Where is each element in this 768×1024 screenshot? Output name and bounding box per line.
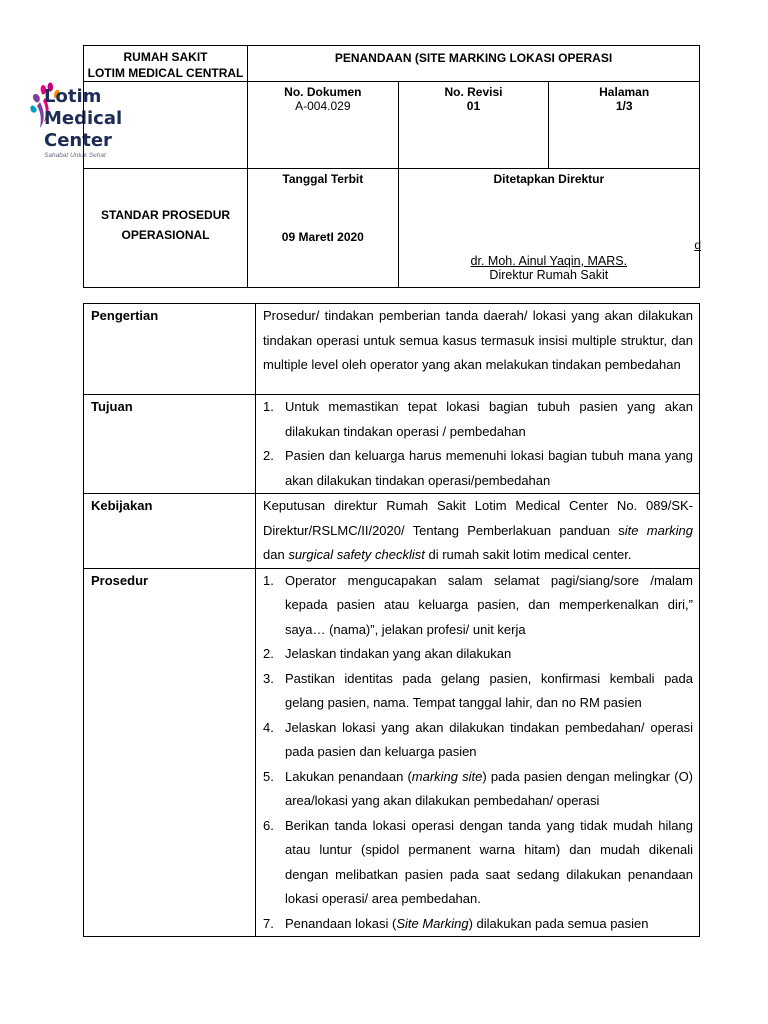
issue-date-cell: Tanggal Terbit 09 MaretI 2020 (248, 169, 399, 288)
list-item: 5. Lakukan penandaan (marking site) pada pasien dengan melingkar (O) area/lokasi yang akan dilakukan pembedahan/ operasi (263, 768, 694, 808)
kebijakan-text: Keputusan direktur Rumah Sakit Lotim Medical Center No. 089/SK-Direktur/RSLMC/II/2020/ Tentang Pemberlakuan panduan site marking dan surgical safety checklist di rumah sakit lotim medical center. (256, 494, 700, 569)
tujuan-label: Tujuan (84, 395, 256, 494)
document-header-table (83, 45, 700, 288)
hospital-name-cell: RUMAH SAKIT LOTIM MEDICAL CENTRAL (84, 46, 248, 82)
list-item: 1. Untuk memastikan tepat lokasi bagian tubuh pasien yang akan dilakukan tindakan operasi / pembedahan (263, 399, 693, 439)
prosedur-label: Prosedur (84, 568, 256, 937)
logo-tagline: Sahabat Untuk Sehat (44, 152, 106, 159)
list-item: 7. Penandaan lokasi (Site Marking) dilakukan pada semua pasien (263, 915, 649, 931)
approval-cell: Ditetapkan Direktur d dr. Moh. Ainul Yaqin, MARS. Direktur Rumah Sakit (398, 169, 699, 288)
director-name: dr. Moh. Ainul Yaqin, MARS. (470, 254, 628, 268)
doc-number-cell: No. Dokumen A-004.029 (248, 82, 399, 169)
prosedur-list (256, 568, 700, 937)
logo-cell (84, 82, 248, 169)
list-item: 2. Jelaskan tindakan yang akan dilakukan (263, 646, 512, 661)
pengertian-label: Pengertian (84, 304, 256, 395)
list-item: 3. Pastikan identitas pada gelang pasien, konfirmasi kembali pada gelang pasien, nama. Tempat tanggal lahir, dan no RM pasien (263, 670, 693, 710)
sop-content-table (83, 303, 700, 937)
tujuan-list (256, 395, 700, 494)
sop-label-cell: STANDAR PROSEDUR OPERASIONAL (84, 169, 248, 288)
page-cell: Halaman 1/3 (549, 82, 700, 169)
signature-mark: d (694, 238, 701, 252)
list-item: 4. Jelaskan lokasi yang akan dilakukan tindakan pembedahan/ operasi pada pasien dan keluarga pasien (263, 719, 693, 759)
document-title: PENANDAAN (SITE MARKING LOKASI OPERASI (248, 46, 700, 82)
director-title: Direktur Rumah Sakit (489, 268, 609, 282)
logo-wordmark: Lotim Medical Center (44, 86, 123, 151)
kebijakan-label: Kebijakan (84, 494, 256, 569)
revision-cell: No. Revisi 01 (398, 82, 549, 169)
pengertian-text: Prosedur/ tindakan pemberian tanda daerah/ lokasi yang akan dilakukan tindakan operasi untuk semua kasus termasuk insisi multiple struktur, dan multiple level oleh operator yang akan melakukan tindakan pembedahan (256, 304, 700, 395)
list-item: 6. Berikan tanda lokasi operasi dengan tanda yang tidak mudah hilang atau luntur (spidol permanent warna hitam) dan mudah dikenali dengan melibatkan pasien pada saat sedang dilakukan penandaan lokasi operasi/ area pembedahan. (263, 817, 693, 906)
list-item: 2. Pasien dan keluarga harus memenuhi lokasi bagian tubuh mana yang akan dilakukan tindakan operasi/pembedahan (263, 448, 693, 488)
list-item: 1. Operator mengucapakan salam selamat pagi/siang/sore /malam kepada pasien atau keluarga pasien, dan memperkenalkan diri,” saya… (nama)”, jelakan profesi/ unit kerja (263, 572, 693, 637)
